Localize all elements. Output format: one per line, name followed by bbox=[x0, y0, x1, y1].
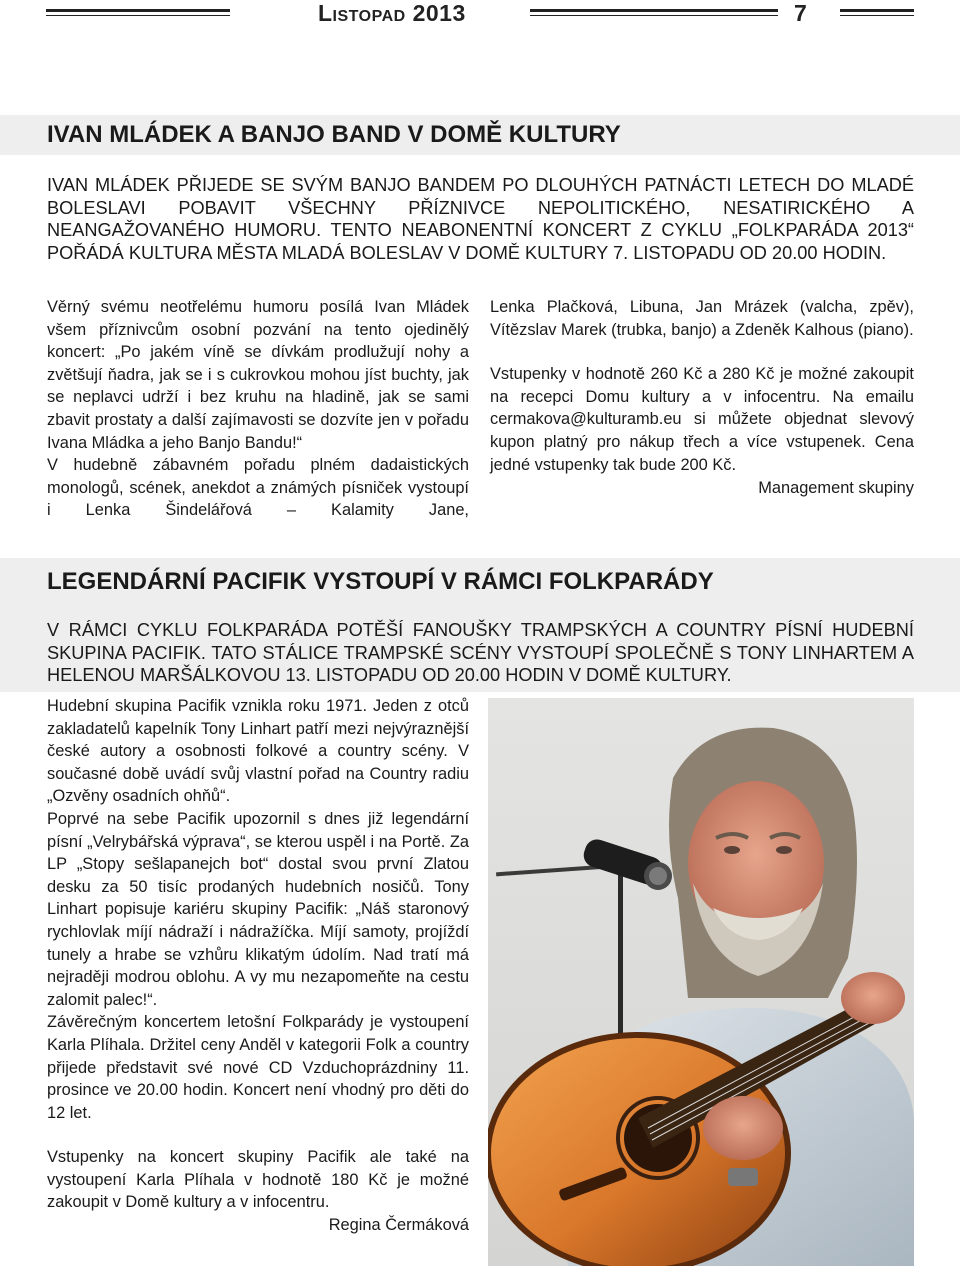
page-number: 7 bbox=[794, 0, 807, 26]
issue-title: Listopad 2013 bbox=[318, 0, 466, 26]
article2-lead: V RÁMCI CYKLU FOLKPARÁDA POTĚŠÍ FANOUŠKY TRAMPSKÝCH A COUNTRY PÍSNÍ HUDEBNÍ SKUPINA PACIFIK. TATO STÁLICE TRAMPSKÉ SCÉNY VYSTOUPÍ SPOLEČNĚ S TONY LINHARTEM A HELENOU MARŠÁLKOVOU 13. LISTOPADU OD 20.00 HODIN V DOMĚ KULTURY. bbox=[47, 620, 914, 685]
header-rule-right bbox=[840, 9, 914, 16]
article2-paragraph: Poprvé na sebe Pacifik upozornil s dnes již legendární písní „Velrybářská výprava“, se kterou uspěl i na Portě. Za LP „Stopy sešlapanejch bot“ dostal svou první Zlatou desku za 50 tisíc prodaných hudebních nosičů. Tony Linhart popisuje kariéru skupiny Pacifik: „Náš staronový rychlovlak míjí nádraží i nádražíčka. Míjí samoty, projíždí tunely a hrabe se vzhůru klikatým údolím. Nad tratí má nejraději modrou oblohu. A vy mu nezapomeňte na cestu zalomit palec!“. bbox=[47, 809, 469, 1009]
article2-paragraph: Hudební skupina Pacifik vznikla roku 1971. Jeden z otců zakladatelů kapelník Tony Linhart patří mezi nejvýraznější české autory a osobnosti folkové a country scény. V současné době uvádí svůj vlastní pořad na Country radiu „Ozvěny osadních ohňů“. bbox=[47, 697, 469, 806]
article1-lead: IVAN MLÁDEK PŘIJEDE SE SVÝM BANJO BANDEM PO DLOUHÝCH PATNÁCTI LETECH DO MLADÉ BOLESLAVI POBAVIT VŠECHNY PŘÍZNIVCE NEPOLITICKÉHO, NESATIRICKÉHO A NEANGAŽOVANÉHO HUMORU. TENTO NEABONENTNÍ KONCERT Z CYKLU „FOLKPARÁDA 2013“ POŘÁDÁ KULTURA MĚSTA MLADÁ BOLESLAV V DOMĚ KULTURY 7. LISTOPADU OD 20.00 HODIN. bbox=[47, 175, 914, 263]
article2-text-column bbox=[47, 695, 469, 1237]
musician-photo bbox=[488, 698, 914, 1266]
article1-right-column bbox=[490, 296, 914, 500]
article1-signature: Management skupiny bbox=[758, 479, 914, 498]
article2-paragraph: Vstupenky na koncert skupiny Pacifik ale také na vystoupení Karla Plíhala v hodnotě 180 Kč je možné zakoupit v Domě kultury a v infocentru. bbox=[47, 1148, 469, 1212]
article1-paragraph: V hudebně zábavném pořadu plném dadaistických monologů, scének, anekdot a známých písniček vystoupí i Lenka Šindelářová – Kalamity Jane, bbox=[47, 456, 469, 520]
header-rule-left bbox=[46, 9, 230, 16]
article1-paragraph: Věrný svému neotřelému humoru posílá Ivan Mládek všem příznivcům osobní pozvání na tento ojedinělý koncert: „Po jakém víně se dívkám prodlužují nohy a zvětšují ňadra, jak se i s cukrovkou mohou jíst buchty, jak se neplavci udrží i bez kruhu na hladině, jak se sami zbavit prostaty a další zajímavosti se dozvíte jen v pořadu Ivana Mládka a jeho Banjo Bandu!“ bbox=[47, 298, 469, 452]
article2-signature: Regina Čermáková bbox=[328, 1216, 469, 1235]
article2-title: LEGENDÁRNÍ PACIFIK VYSTOUPÍ V RÁMCI FOLKPARÁDY bbox=[47, 568, 714, 595]
article1-paragraph: Vstupenky v hodnotě 260 Kč a 280 Kč je možné zakoupit na recepci Domu kultury a v infocentru. Na emailu cermakova@kulturamb.eu si můžete objednat slevový kupon platný pro nákup třech a více vstupenek. Cena jedné vstupenky tak bude 200 Kč. bbox=[490, 365, 914, 474]
header-rule-middle bbox=[530, 9, 778, 16]
article1-paragraph: Lenka Plačková, Libuna, Jan Mrázek (valcha, zpěv), Vítězslav Marek (trubka, banjo) a Zdeněk Kalhous (piano). bbox=[490, 298, 914, 339]
article1-left-column bbox=[47, 296, 469, 522]
article1-title: IVAN MLÁDEK A BANJO BAND V DOMĚ KULTURY bbox=[47, 121, 621, 148]
article2-paragraph: Závěrečným koncertem letošní Folkparády je vystoupení Karla Plíhala. Držitel ceny Anděl v kategorii Folk a country přijede představit své nové CD Vzduchoprázdniny 11. prosince ve 20.00 hodin. Koncert není vhodný pro děti do 12 let. bbox=[47, 1013, 469, 1122]
